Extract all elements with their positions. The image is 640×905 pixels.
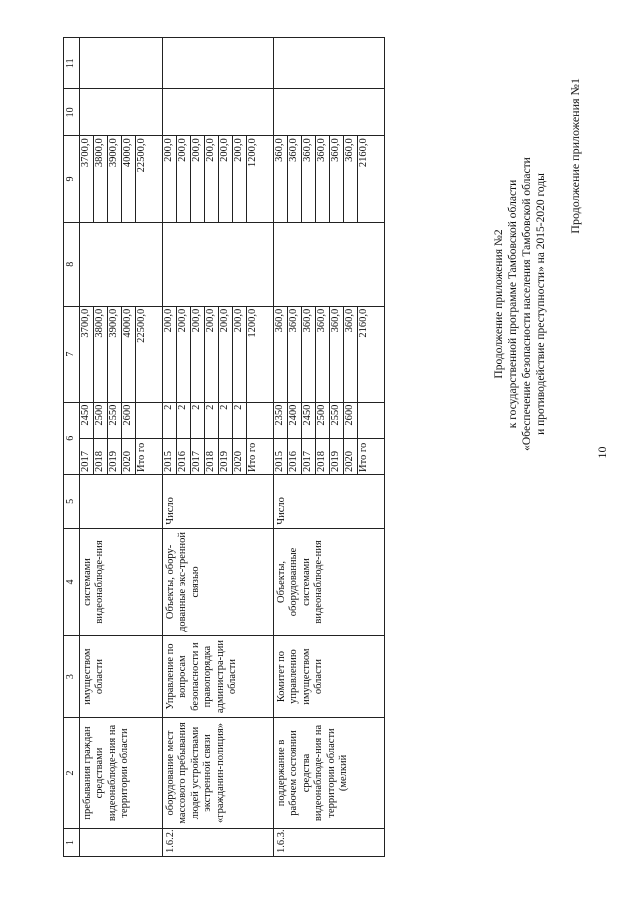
column-number: 8: [64, 222, 80, 306]
funding-row: [163, 307, 177, 402]
funding-row: [190, 307, 204, 402]
regional-value: 200,0: [218, 136, 232, 221]
year-row: [232, 403, 246, 474]
regional-value: 200,0: [204, 136, 218, 221]
year-row: [80, 403, 94, 474]
funding-value: 360,0: [315, 307, 329, 402]
funding-value: 22500,0: [135, 308, 147, 343]
header-line: «Обеспечение безопасности населения Тамбовской области: [521, 157, 533, 451]
header-line: Продолжение приложения №2: [493, 229, 505, 379]
page-number: 10: [595, 446, 609, 459]
row-indicator: Объекты, обору-дованные экс-тренной связью: [162, 528, 273, 635]
column-number: 1: [64, 828, 80, 856]
indicator-value: 2550: [107, 403, 121, 439]
year-cell: 2018: [93, 438, 107, 474]
regional-row: [315, 136, 329, 221]
funding-value: 200,0: [190, 307, 204, 402]
regional-row: [80, 136, 94, 221]
indicator-value: 2: [190, 403, 204, 439]
regional-value: 360,0: [343, 136, 357, 221]
row-measure-name: оборудование мест массового пребывания людей устройствами экстренной связи «гражданин-полиция»: [162, 717, 273, 828]
funding-value: 360,0: [274, 307, 288, 402]
year-cell: 2018: [315, 438, 329, 474]
funding-value: 200,0: [204, 307, 218, 402]
year-row: [274, 403, 288, 474]
row-regional-funding: [79, 136, 162, 222]
funding-row: [357, 307, 384, 402]
funding-value: 200,0: [176, 307, 190, 402]
year-cell: Ито го: [135, 438, 162, 474]
column-number: 7: [64, 306, 80, 402]
year-row: [163, 403, 177, 474]
regional-value: 1200,0: [246, 138, 258, 168]
continuation-title: Продолжение приложения №1: [568, 78, 582, 234]
column-number: 5: [64, 474, 80, 528]
year-cell: 2019: [218, 438, 232, 474]
funding-row: [343, 307, 357, 402]
regional-value: 200,0: [232, 136, 246, 221]
regional-row: [135, 136, 162, 221]
row-regional-funding: [273, 136, 384, 222]
row-unit: [79, 474, 162, 528]
regional-row: [357, 136, 384, 221]
year-cell: Ито го: [246, 438, 273, 474]
year-row: [287, 403, 301, 474]
indicator-value: 2550: [329, 403, 343, 439]
regional-value: 360,0: [287, 136, 301, 221]
funding-row: [232, 307, 246, 402]
regional-row: [343, 136, 357, 221]
indicator-value: [357, 403, 384, 439]
regional-value: 4000,0: [121, 136, 135, 221]
regional-value: 200,0: [163, 136, 177, 221]
funding-row: [287, 307, 301, 402]
year-cell: Ито го: [357, 438, 384, 474]
regional-row: [93, 136, 107, 221]
year-row: [357, 403, 384, 474]
funding-row: [135, 307, 162, 402]
year-cell: 2017: [301, 438, 315, 474]
appendix-header: [492, 74, 548, 534]
regional-row: [163, 136, 177, 221]
year-subtable: [80, 403, 162, 474]
year-cell: 2015: [274, 438, 288, 474]
funding-row: [301, 307, 315, 402]
funding-value: 1200,0: [246, 308, 258, 338]
regional-subtable: [274, 136, 384, 221]
funding-value: 360,0: [329, 307, 343, 402]
year-cell: 2020: [121, 438, 135, 474]
year-subtable: [163, 403, 273, 474]
indicator-value: 2500: [315, 403, 329, 439]
regional-subtable: [163, 136, 273, 221]
year-cell: 2017: [190, 438, 204, 474]
indicator-value: [135, 403, 162, 439]
column-number: 9: [64, 136, 80, 222]
row-total-funding: [162, 306, 273, 402]
row-col8: [162, 222, 273, 306]
funding-row: [80, 307, 94, 402]
funding-subtable: [80, 307, 162, 402]
regional-value: 360,0: [301, 136, 315, 221]
indicator-value: 2500: [93, 403, 107, 439]
column-number: 2: [64, 717, 80, 828]
year-row: [218, 403, 232, 474]
regional-value: 3700,0: [80, 136, 94, 221]
year-row: [176, 403, 190, 474]
regional-row: [246, 136, 273, 221]
funding-value: 2160,0: [357, 308, 369, 338]
indicator-value: 2600: [343, 403, 357, 439]
year-cell: 2016: [287, 438, 301, 474]
funding-row: [204, 307, 218, 402]
funding-value: 360,0: [301, 307, 315, 402]
header-line: к государственной программе Тамбовской области: [507, 179, 519, 429]
row-col10: [79, 89, 162, 136]
regional-value: 3900,0: [107, 136, 121, 221]
indicator-value: [246, 403, 273, 439]
scan-dot: [620, 121, 624, 125]
funding-row: [93, 307, 107, 402]
indicator-value: 2450: [80, 403, 94, 439]
funding-value: 360,0: [287, 307, 301, 402]
indicator-value: 2: [218, 403, 232, 439]
table-row: [162, 38, 273, 857]
funding-value: 200,0: [163, 307, 177, 402]
regional-value: 360,0: [315, 136, 329, 221]
row-measure-name: пребывания граждан средствами видеонаблюде-ния на территории области: [79, 717, 162, 828]
year-cell: 2015: [163, 438, 177, 474]
regional-value: 200,0: [190, 136, 204, 221]
funding-row: [107, 307, 121, 402]
row-col10: [273, 89, 384, 136]
year-cell: 2018: [204, 438, 218, 474]
header-line: и противодействие преступности» на 2015-2020 годы: [535, 173, 547, 435]
year-row: [204, 403, 218, 474]
row-col11: [273, 38, 384, 89]
row-unit: Число: [162, 474, 273, 528]
regional-row: [204, 136, 218, 221]
funding-row: [218, 307, 232, 402]
year-subtable: [274, 403, 384, 474]
row-unit: Число: [273, 474, 384, 528]
funding-row: [246, 307, 273, 402]
row-col11: [162, 38, 273, 89]
funding-value: 3700,0: [80, 307, 94, 402]
year-row: [107, 403, 121, 474]
year-cell: 2020: [343, 438, 357, 474]
row-indicator: системами видеонаблюде-ния: [79, 528, 162, 635]
column-number: 10: [64, 89, 80, 136]
row-year-values: [79, 402, 162, 474]
indicator-value: 2400: [287, 403, 301, 439]
column-number: 4: [64, 528, 80, 635]
row-code: 1.6.3.: [273, 828, 384, 856]
row-total-funding: [79, 306, 162, 402]
year-row: [315, 403, 329, 474]
funding-row: [121, 307, 135, 402]
year-cell: 2019: [107, 438, 121, 474]
funding-subtable: [274, 307, 384, 402]
row-col8: [273, 222, 384, 306]
funding-row: [315, 307, 329, 402]
regional-row: [301, 136, 315, 221]
regional-row: [176, 136, 190, 221]
year-row: [190, 403, 204, 474]
row-executor: Комитет по управлению имуществом области: [273, 636, 384, 718]
row-executor: имуществом области: [79, 636, 162, 718]
indicator-value: 2600: [121, 403, 135, 439]
funding-value: 3800,0: [93, 307, 107, 402]
indicator-value: 2: [232, 403, 246, 439]
row-executor: Управление по вопросам безопасности и правопорядка администра-ции области: [162, 636, 273, 718]
funding-subtable: [163, 307, 273, 402]
program-table: [63, 37, 385, 857]
year-row: [301, 403, 315, 474]
regional-row: [274, 136, 288, 221]
column-number: 3: [64, 636, 80, 718]
funding-value: 200,0: [232, 307, 246, 402]
row-col8: [79, 222, 162, 306]
regional-subtable: [80, 136, 162, 221]
year-cell: 2020: [232, 438, 246, 474]
regional-value: 360,0: [329, 136, 343, 221]
funding-row: [274, 307, 288, 402]
regional-value: 22500,0: [135, 138, 147, 173]
row-col11: [79, 38, 162, 89]
indicator-value: 2350: [274, 403, 288, 439]
regional-row: [232, 136, 246, 221]
column-number: 11: [64, 38, 80, 89]
row-col10: [162, 89, 273, 136]
indicator-value: 2450: [301, 403, 315, 439]
year-row: [121, 403, 135, 474]
funding-row: [329, 307, 343, 402]
year-row: [135, 403, 162, 474]
funding-value: 4000,0: [121, 307, 135, 402]
regional-value: 360,0: [274, 136, 288, 221]
row-year-values: [162, 402, 273, 474]
year-row: [246, 403, 273, 474]
year-cell: 2019: [329, 438, 343, 474]
year-cell: 2016: [176, 438, 190, 474]
regional-row: [218, 136, 232, 221]
row-indicator: Объекты, оборудованные системами видеонаблюде-ния: [273, 528, 384, 635]
regional-row: [121, 136, 135, 221]
row-measure-name: поддержание в рабочем состоянии средства видеонаблюде-ния на территории области (мелкий: [273, 717, 384, 828]
regional-value: 2160,0: [357, 138, 369, 168]
regional-value: 3800,0: [93, 136, 107, 221]
year-cell: 2017: [80, 438, 94, 474]
regional-row: [329, 136, 343, 221]
row-regional-funding: [162, 136, 273, 222]
row-code: [79, 828, 162, 856]
funding-value: 360,0: [343, 307, 357, 402]
indicator-value: 2: [204, 403, 218, 439]
indicator-value: 2: [163, 403, 177, 439]
indicator-value: 2: [176, 403, 190, 439]
regional-row: [287, 136, 301, 221]
funding-value: 3900,0: [107, 307, 121, 402]
row-total-funding: [273, 306, 384, 402]
year-row: [93, 403, 107, 474]
funding-value: 200,0: [218, 307, 232, 402]
row-year-values: [273, 402, 384, 474]
year-row: [329, 403, 343, 474]
row-code: 1.6.2.: [162, 828, 273, 856]
column-number-row: [64, 38, 80, 857]
regional-row: [107, 136, 121, 221]
table-row: [273, 38, 384, 857]
funding-row: [176, 307, 190, 402]
column-number: 6: [64, 402, 80, 474]
year-row: [343, 403, 357, 474]
regional-row: [190, 136, 204, 221]
table-row: [79, 38, 162, 857]
regional-value: 200,0: [176, 136, 190, 221]
